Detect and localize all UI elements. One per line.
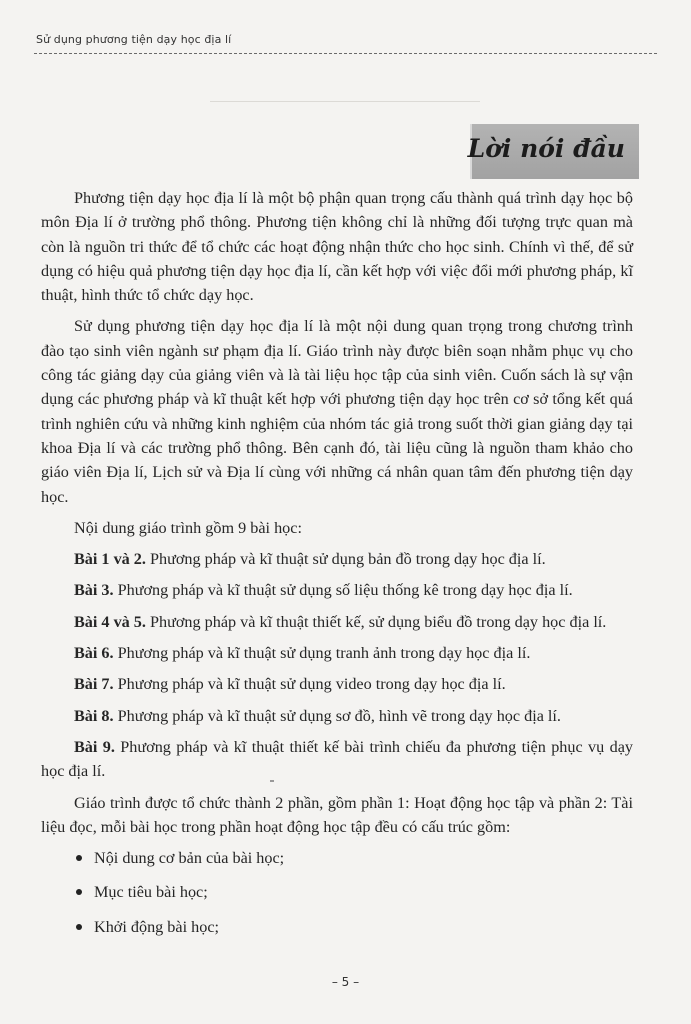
lesson-item xyxy=(41,641,633,665)
lesson-text: Phương pháp và kĩ thuật sử dụng bản đồ trong dạy học địa lí. xyxy=(145,550,546,569)
lesson-item xyxy=(41,610,633,634)
paragraph-purpose: Sử dụng phương tiện dạy học địa lí là một nội dung quan trọng trong chương trình đào tạo sinh viên ngành sư phạm địa lí. Giáo trình này được biên soạn nhằm phục vụ cho công tác giảng dạy của giảng viên và là tài liệu học tập của sinh viên. Cuốn sách là sự vận dụng các phương pháp và kĩ thuật kết hợp với phương tiện dạy học trên cơ sở tổng kết quá trình nghiên cứu và những kinh nghiệm của nhóm tác giả trong suốt thời gian giảng dạy tại khoa Địa lí và các trường phổ thông. Bên cạnh đó, tài liệu cũng là nguồn tham khảo cho giáo viên Địa lí, Lịch sử và Địa lí cùng với những cá nhân quan tâm đến phương tiện dạy học. xyxy=(41,317,633,506)
lesson-label: Bài 3. xyxy=(74,581,114,600)
lesson-item xyxy=(41,735,633,784)
lesson-text: Phương pháp và kĩ thuật sử dụng video trong dạy học địa lí. xyxy=(113,675,506,694)
lesson-text: Phương pháp và kĩ thuật sử dụng số liệu thống kê trong dạy học địa lí. xyxy=(113,581,573,600)
list-item xyxy=(41,846,633,870)
lesson-label: Bài 4 và 5. xyxy=(74,612,146,631)
lesson-text: Phương pháp và kĩ thuật thiết kế bài trình chiếu đa phương tiện phục vụ dạy học địa lí. xyxy=(41,737,633,781)
lesson-label: Bài 8. xyxy=(74,706,114,725)
list-item xyxy=(41,880,633,904)
lesson-text: Phương pháp và kĩ thuật thiết kế, sử dụng biểu đồ trong dạy học địa lí. xyxy=(145,612,607,631)
lesson-label: Bài 6. xyxy=(74,644,114,663)
paragraph-intro: Phương tiện dạy học địa lí là một bộ phận quan trọng cấu thành quá trình dạy học bộ môn Địa lí ở trường phổ thông. Phương tiện không chỉ là những đối tượng trực quan mà còn là nguồn tri thức để tổ chức các hoạt động nhận thức cho học sinh. Chính vì thế, để sử dụng có hiệu quả phương tiện dạy học địa lí, cần kết hợp với việc đổi mới phương pháp, kĩ thuật, hình thức tổ chức dạy học. xyxy=(41,189,633,305)
page-title: Lời nói đầu xyxy=(467,134,625,163)
lesson-text: Phương pháp và kĩ thuật sử dụng sơ đồ, hình vẽ trong dạy học địa lí. xyxy=(113,706,561,725)
list-item-text: Nội dung cơ bản của bài học; xyxy=(94,849,285,868)
scan-speck xyxy=(270,780,274,782)
lesson-label: Bài 7. xyxy=(74,675,114,694)
running-header: Sử dụng phương tiện dạy học địa lí xyxy=(36,33,232,46)
faint-bleed-line xyxy=(210,101,480,102)
header-divider xyxy=(34,53,657,54)
lesson-label: Bài 1 và 2. xyxy=(74,550,146,569)
paragraph-structure: Giáo trình được tổ chức thành 2 phần, gồm phần 1: Hoạt động học tập và phần 2: Tài liệu đọc, mỗi bài học trong phần hoạt động học tập đều có cấu trúc gồm: xyxy=(41,793,633,836)
structure-list xyxy=(41,846,633,939)
title-banner xyxy=(467,124,639,179)
body-content xyxy=(41,186,633,949)
page-number: – 5 – xyxy=(331,975,360,989)
paragraph-contents-intro: Nội dung giáo trình gồm 9 bài học: xyxy=(74,518,302,537)
lesson-item xyxy=(41,672,633,696)
lesson-label: Bài 9. xyxy=(74,737,115,756)
bullet-icon xyxy=(76,889,82,895)
bullet-icon xyxy=(76,924,82,930)
list-item-text: Khởi động bài học; xyxy=(94,917,220,936)
list-item xyxy=(41,915,633,939)
list-item-text: Mục tiêu bài học; xyxy=(94,883,208,902)
bullet-icon xyxy=(76,855,82,861)
lesson-text: Phương pháp và kĩ thuật sử dụng tranh ảnh trong dạy học địa lí. xyxy=(113,644,531,663)
lesson-item xyxy=(41,547,633,571)
lesson-item xyxy=(41,704,633,728)
lesson-item xyxy=(41,578,633,602)
